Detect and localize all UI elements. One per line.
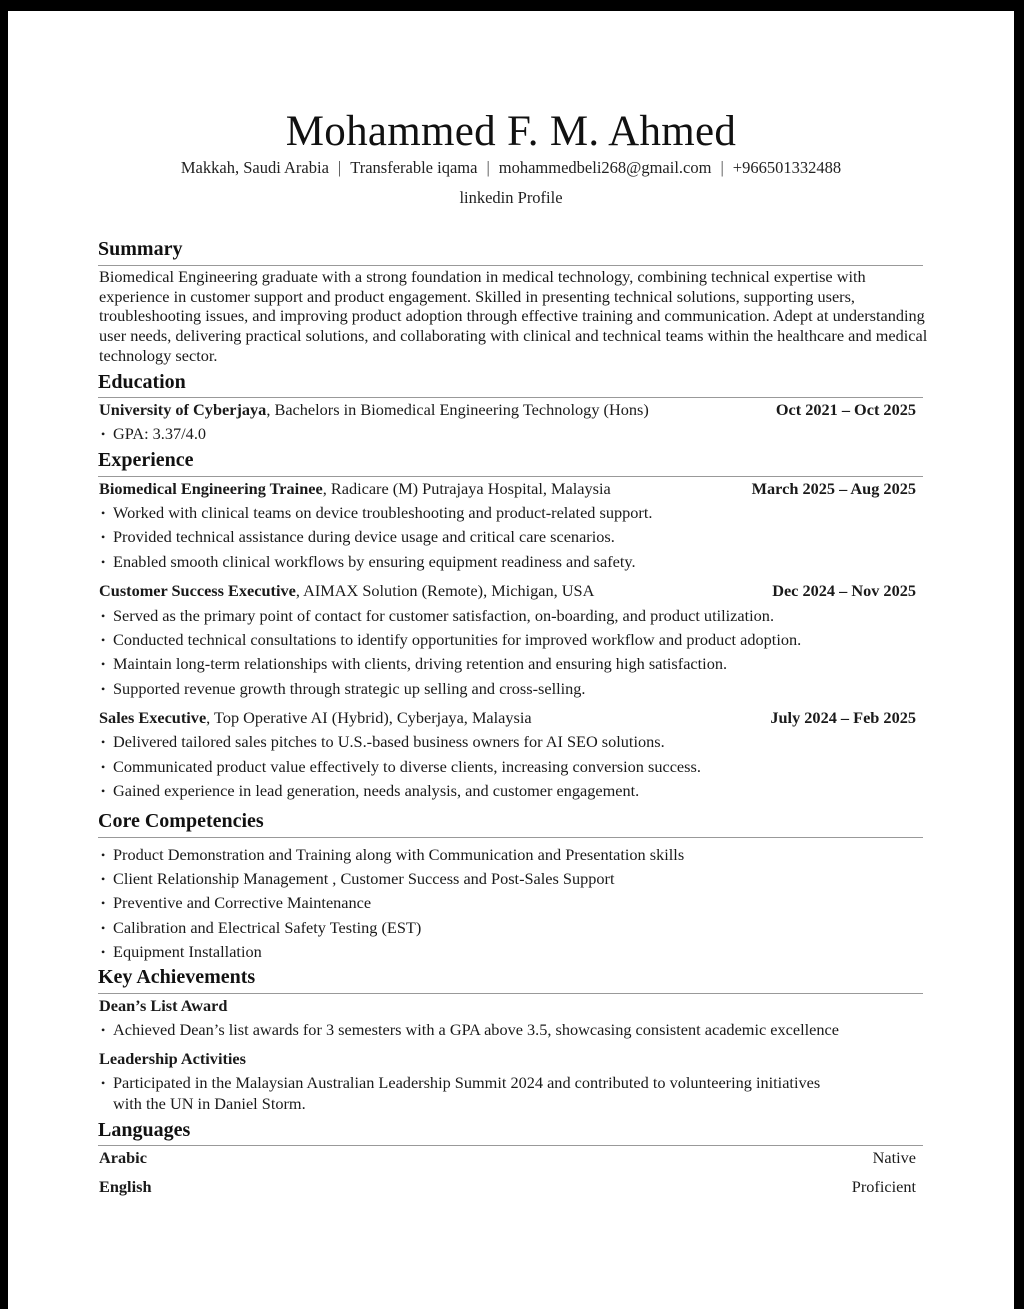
bullet-text: Supported revenue growth through strategic up selling and cross-selling. [113, 679, 586, 698]
bullet-icon: • [101, 1076, 106, 1090]
bullet-text: Achieved Dean’s list awards for 3 semesters with a GPA above 3.5, showcasing consistent academic excellence [113, 1020, 839, 1039]
linkedin-link[interactable]: linkedin Profile [459, 188, 563, 207]
bullet-icon: • [101, 896, 106, 910]
contact-line [8, 158, 1014, 178]
job-org: , AIMAX Solution (Remote), Michigan, USA [295, 581, 595, 600]
bullet-icon: • [101, 657, 106, 671]
email-link[interactable]: mohammedbeli268@gmail.com [498, 158, 712, 177]
bullet-icon: • [101, 848, 106, 862]
bullet-icon: • [101, 735, 106, 749]
bullet-icon: • [101, 555, 106, 569]
bullet-icon: • [101, 921, 106, 935]
bullet-text: Enabled smooth clinical workflows by ensuring equipment readiness and safety. [113, 552, 636, 571]
degree: , Bachelors in Biomedical Engineering Technology (Hons) [266, 400, 649, 419]
separator: | [720, 158, 724, 177]
bullet-icon: • [101, 609, 106, 623]
bullet-text: Product Demonstration and Training along with Communication and Presentation skills [113, 845, 685, 864]
bullet-icon: • [101, 872, 106, 886]
bullet-icon: • [101, 945, 106, 959]
list-item-continuation: with the UN in Daniel Storm. [113, 1094, 306, 1113]
bullet-icon: • [101, 1023, 106, 1037]
section-divider [98, 265, 923, 266]
candidate-name: Mohammed F. M. Ahmed [285, 108, 737, 155]
job-title-line [99, 581, 594, 601]
separator: | [486, 158, 490, 177]
separator: | [337, 158, 342, 177]
job-org: , Top Operative AI (Hybrid), Cyberjaya, Malaysia [206, 708, 532, 727]
bullet-icon: • [101, 682, 106, 696]
section-divider [98, 993, 923, 994]
list-item [101, 893, 371, 913]
list-item [101, 781, 639, 801]
bullet-text: Conducted technical consultations to identify opportunities for improved workflow and product adoption. [113, 630, 802, 649]
language-level: Native [872, 1148, 916, 1167]
bullet-icon: • [101, 784, 106, 798]
job-org: , Radicare (M) Putrajaya Hospital, Malaysia [322, 479, 611, 498]
list-item [101, 552, 636, 572]
education-entry [99, 400, 649, 420]
list-item [101, 869, 615, 889]
list-item [101, 679, 586, 699]
list-item [101, 606, 774, 626]
list-item [101, 757, 701, 777]
bullet-text: Equipment Installation [113, 942, 262, 961]
bullet-text: Provided technical assistance during device usage and critical care scenarios. [113, 527, 615, 546]
section-heading-achievements: Key Achievements [98, 966, 256, 988]
job-dates: July 2024 – Feb 2025 [770, 708, 916, 727]
bullet-text: Gained experience in lead generation, needs analysis, and customer engagement. [113, 781, 640, 800]
list-item [101, 732, 665, 752]
section-divider [98, 1145, 923, 1146]
list-item [101, 942, 262, 962]
bullet-icon: • [101, 427, 106, 441]
bullet-text: Communicated product value effectively to diverse clients, increasing conversion success. [113, 757, 701, 776]
list-item [101, 1073, 820, 1093]
language-name: Arabic [99, 1148, 147, 1167]
achievement-title: Leadership Activities [99, 1049, 246, 1068]
bullet-text: Client Relationship Management , Customer Success and Post-Sales Support [113, 869, 615, 888]
list-item [101, 424, 206, 444]
list-item [101, 845, 684, 865]
section-heading-experience: Experience [98, 449, 194, 471]
language-level: Proficient [851, 1177, 916, 1196]
bullet-text: Served as the primary point of contact for customer satisfaction, on-boarding, and product utilization. [113, 606, 775, 625]
section-heading-education: Education [98, 371, 186, 393]
resume-page [8, 11, 1014, 1309]
language-name: English [99, 1177, 152, 1196]
job-role: Customer Success Executive [99, 581, 296, 600]
phone-number: +966501332488 [732, 158, 842, 177]
section-divider [98, 837, 923, 838]
bullet-text: Maintain long-term relationships with clients, driving retention and ensuring high satisfaction. [113, 654, 728, 673]
list-item [101, 630, 801, 650]
list-item [101, 527, 615, 547]
bullet-icon: • [101, 760, 106, 774]
bullet-icon: • [101, 633, 106, 647]
bullet-text: GPA: 3.37/4.0 [113, 424, 207, 443]
education-dates: Oct 2021 – Oct 2025 [775, 400, 916, 419]
section-heading-competencies: Core Competencies [98, 810, 264, 832]
list-item [101, 654, 727, 674]
achievement-title: Dean’s List Award [99, 996, 228, 1015]
bullet-text: Preventive and Corrective Maintenance [113, 893, 372, 912]
section-divider [98, 476, 923, 477]
job-role: Sales Executive [99, 708, 207, 727]
bullet-text: Calibration and Electrical Safety Testing (EST) [113, 918, 422, 937]
location: Makkah, Saudi Arabia [180, 158, 329, 177]
list-item [101, 1020, 839, 1040]
section-heading-languages: Languages [98, 1119, 191, 1141]
bullet-text: Participated in the Malaysian Australian Leadership Summit 2024 and contributed to volunteering initiatives [113, 1073, 821, 1092]
section-heading-summary: Summary [98, 238, 183, 260]
section-divider [98, 397, 923, 398]
job-dates: Dec 2024 – Nov 2025 [772, 581, 916, 600]
school-name: University of Cyberjaya [99, 400, 267, 419]
job-title-line [99, 708, 532, 728]
list-item [101, 503, 652, 523]
bullet-icon: • [101, 506, 106, 520]
bullet-text: Delivered tailored sales pitches to U.S.-based business owners for AI SEO solutions. [113, 732, 665, 751]
list-item [101, 918, 421, 938]
job-title-line [99, 479, 611, 499]
bullet-text: Worked with clinical teams on device troubleshooting and product-related support. [113, 503, 653, 522]
bullet-icon: • [101, 530, 106, 544]
summary-text: Biomedical Engineering graduate with a strong foundation in medical technology, combining technical expertise with experience in customer support and product engagement. Skilled in presenting technical solutions, supporting users, troubleshooting issues, and improving product adoption through effective training and communication. Adept at understanding user needs, delivering practical solutions, and collaborating with clinical and technical teams within the healthcare and medical technology sector. [99, 267, 928, 365]
job-role: Biomedical Engineering Trainee [99, 479, 323, 498]
job-dates: March 2025 – Aug 2025 [751, 479, 916, 498]
iqama-status: Transferable iqama [350, 158, 478, 177]
